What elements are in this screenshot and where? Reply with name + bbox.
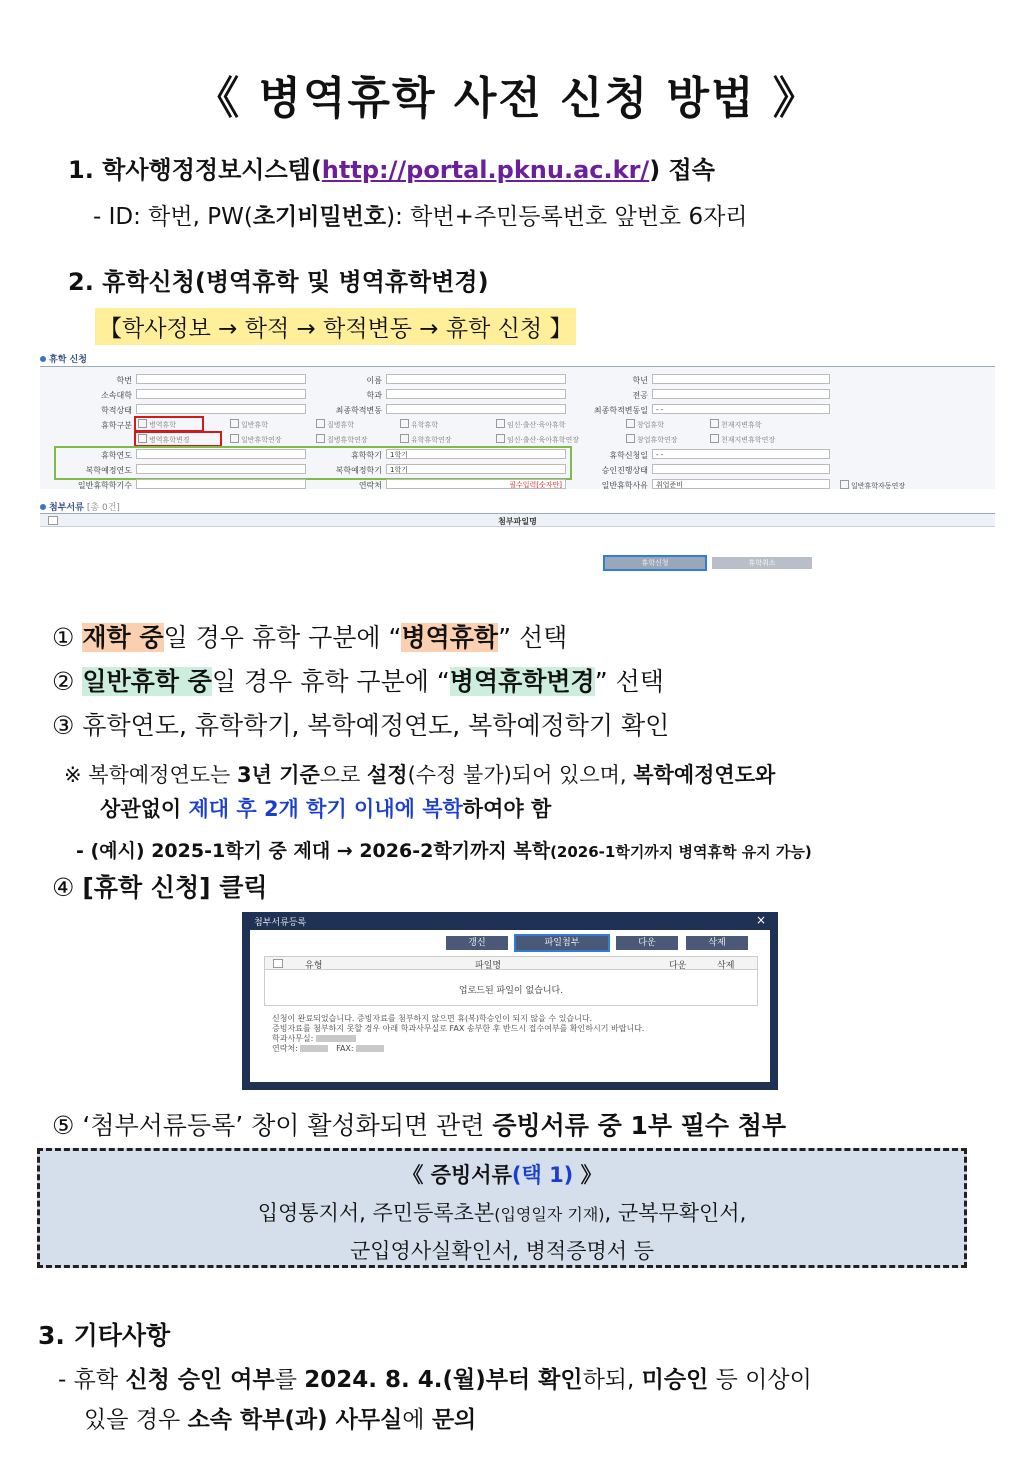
attach-section-title [40, 500, 120, 513]
check-auto-extend[interactable]: 일반휴학자동연장 [840, 480, 905, 491]
step-1-number: ① [52, 623, 75, 652]
step-1-d: ” 선택 [498, 623, 568, 652]
college-field[interactable] [136, 389, 306, 399]
s3-l1f: 미승인 [641, 1367, 709, 1393]
step-1-b: 일 경우 휴학 구분에 “ [163, 623, 402, 652]
label-leave-type: 휴학구분 [101, 421, 132, 430]
section-3-heading: 3. 기타사항 [38, 1321, 171, 1350]
check-military-leave[interactable]: 병역휴학 [138, 419, 176, 430]
highlight-year-semester [54, 446, 572, 480]
example-a: - (예시) 2025-1학기 중 제대 → 2026-2학기까지 복학 [76, 840, 551, 862]
dialog-note-2: 증빙자료를 첨부하지 못할 경우 아래 학과사무실로 FAX 송부한 후 반드시 접수여부를 확인하시기 바랍니다. [272, 1024, 645, 1033]
note-2c: 하여야 함 [462, 797, 552, 821]
label-general-reason: 일반휴학사유 [601, 481, 648, 490]
s3-l2a: 있을 경우 [84, 1407, 188, 1433]
attach-count: [총 0건] [86, 503, 120, 513]
student-id-field[interactable] [136, 374, 306, 384]
dialog-body [250, 930, 770, 1082]
docs-line-1b: (입영일자 기재) [494, 1205, 605, 1224]
step-5 [52, 1106, 786, 1142]
step-1-c: 병역휴학 [401, 623, 499, 652]
attachment-dialog [242, 912, 778, 1090]
general-count-field[interactable] [136, 479, 306, 489]
dept-field[interactable] [386, 389, 566, 399]
step-5-b: 증빙서류 중 1부 필수 첨부 [492, 1111, 787, 1140]
docs-line-2: 군입영사실확인서, 병적증명서 등 [349, 1239, 655, 1263]
check-general-leave[interactable]: 일반휴학 [230, 419, 268, 430]
note-2b: 제대 후 2개 학기 이내에 복학 [188, 797, 463, 821]
note-mark: ※ [64, 763, 82, 787]
approval-field[interactable] [652, 464, 830, 474]
dialog-fax-label: FAX: [336, 1044, 354, 1053]
dialog-file-table [264, 956, 758, 1006]
general-reason-select[interactable]: 취업준비 [652, 479, 830, 489]
label-college: 소속대학 [101, 391, 132, 400]
dialog-close-icon[interactable]: × [755, 913, 766, 927]
step-2-d: ” 선택 [594, 667, 664, 696]
check-illness-leave[interactable]: 질병휴학 [316, 419, 354, 430]
check-parental-leave[interactable]: 임신·출산·육아휴학 [496, 419, 566, 430]
dialog-empty-message: 업로드된 파일이 없습니다. [458, 986, 564, 996]
step-2-b: 일 경우 휴학 구분에 “ [211, 667, 450, 696]
check-study-abroad-leave-ext[interactable]: 유학휴학연장 [400, 434, 452, 445]
label-last-change-date: 최종학적변동일 [593, 406, 648, 415]
dialog-col-file: 파일명 [475, 961, 502, 971]
login-info-a: - ID: 학번, PW( [93, 204, 253, 230]
note-1e: (수정 불가)되어 있으며, [407, 763, 634, 787]
label-dept: 학과 [366, 391, 382, 400]
login-info-c: ): 학번+주민등록번호 앞번호 6자리 [386, 204, 748, 230]
label-general-count: 일반휴학학기수 [77, 481, 132, 490]
attach-col-filename: 첨부파일명 [498, 517, 537, 526]
s3-l1d: 2024. 8. 4.(월)부터 확인 [304, 1367, 583, 1393]
check-illness-leave-ext[interactable]: 질병휴학연장 [316, 434, 368, 445]
attach-section-label: 첨부서류 [49, 503, 84, 513]
step-3-text: 휴학연도, 휴학학기, 복학예정연도, 복학예정학기 확인 [82, 711, 670, 740]
step-1 [52, 618, 567, 654]
year-field[interactable] [652, 374, 830, 384]
apply-button[interactable]: 휴학신청 [605, 557, 705, 569]
example [76, 836, 812, 863]
check-disaster-leave[interactable]: 천재지변휴학 [710, 419, 762, 430]
docs-heading [40, 1159, 964, 1189]
check-startup-leave-ext[interactable]: 창업휴학연장 [626, 434, 678, 445]
step-3 [52, 706, 669, 742]
step-2-c: 병역휴학변경 [449, 667, 595, 696]
step-1-a: 재학 중 [82, 623, 164, 652]
label-name: 이름 [366, 376, 382, 385]
step-2-a: 일반휴학 중 [82, 667, 212, 696]
note-1a: 복학예정연도는 [88, 763, 237, 787]
menu-path: 【학사정보 → 학적 → 학적변동 → 휴학 신청 】 [95, 308, 576, 345]
label-leave-year: 휴학연도 [101, 451, 132, 460]
s3-l2b: 소속 학부(과) 사무실 [187, 1407, 403, 1433]
step-2 [52, 662, 664, 698]
step-4-text: [휴학 신청] 클릭 [82, 873, 268, 902]
label-approval: 승인진행상태 [601, 466, 648, 475]
dialog-office [272, 1034, 762, 1044]
example-b: (2026-1학기까지 병역휴학 유지 가능) [550, 843, 812, 861]
dialog-col-del: 삭제 [717, 961, 735, 971]
redacted-phone [300, 1045, 328, 1052]
dialog-note [272, 1014, 762, 1054]
dialog-title: 첨부서류등록 [254, 918, 307, 928]
label-major: 전공 [632, 391, 648, 400]
attach-file-button[interactable]: 파일첨부 [516, 936, 608, 950]
dialog-col-type: 유형 [305, 961, 323, 971]
check-parental-leave-ext[interactable]: 임신·출산·육아휴학연장 [496, 434, 579, 445]
major-field[interactable] [652, 389, 830, 399]
check-general-leave-ext[interactable]: 일반휴학연장 [230, 434, 282, 445]
leave-application-form [40, 350, 995, 572]
status-field[interactable] [136, 404, 306, 414]
label-student-id: 학번 [116, 376, 132, 385]
label-return-sem: 복학예정학기 [335, 466, 382, 475]
delete-button[interactable]: 삭제 [686, 936, 748, 950]
label-leave-sem: 휴학학기 [351, 451, 382, 460]
return-sem-select[interactable]: 1학기 [386, 464, 566, 474]
label-year: 학년 [632, 376, 648, 385]
attach-table [40, 513, 995, 554]
check-study-abroad-leave[interactable]: 유학휴학 [400, 419, 438, 430]
check-startup-leave[interactable]: 창업휴학 [626, 419, 664, 430]
highlight-military-leave [134, 416, 204, 432]
name-field[interactable] [386, 374, 566, 384]
note-1f: 복학예정연도와 [633, 763, 776, 787]
docs-heading-c: 》 [573, 1163, 602, 1187]
redacted-fax [356, 1045, 384, 1052]
dialog-office-label: 학과사무실: [272, 1034, 314, 1043]
highlight-military-leave-change [134, 431, 222, 447]
login-info-b: 초기비밀번호 [252, 204, 387, 230]
note [64, 758, 994, 826]
s3-l1c: 를 [274, 1367, 305, 1393]
section-1-heading-text: 1. 학사행정정보시스템( [68, 156, 322, 184]
label-last-change: 최종학적변동 [335, 406, 382, 415]
section-2-heading: 2. 휴학신청(병역휴학 및 병역휴학변경) [68, 268, 489, 296]
docs-line-1 [40, 1197, 964, 1227]
apply-date-field[interactable]: - - [652, 449, 830, 459]
note-1d: 설정 [367, 763, 408, 787]
s3-l2c: 에 [402, 1407, 432, 1433]
login-info [93, 198, 748, 231]
dialog-note-1: 신청이 완료되었습니다. 증빙자료를 첨부하지 않으면 휴(복)학승인이 되지 않을 수 있습니다. [272, 1014, 593, 1023]
label-contact: 연락처 [358, 481, 382, 490]
step-2-number: ② [52, 667, 75, 696]
download-button[interactable]: 다운 [616, 936, 678, 950]
s3-l2d: 문의 [431, 1407, 477, 1433]
leave-sem-select[interactable]: 1학기 [386, 449, 566, 459]
note-1b: 3년 기준 [236, 763, 320, 787]
check-disaster-leave-ext[interactable]: 천재지변휴학연장 [710, 434, 775, 445]
required-documents-box [37, 1148, 967, 1268]
page-title: 《 병역휴학 사전 신청 방법 》 [195, 73, 819, 124]
dialog-select-all[interactable] [273, 959, 283, 968]
docs-heading-a: 《 증빙서류 [402, 1163, 512, 1187]
note-2a: 상관없이 [100, 797, 189, 821]
step-4 [52, 868, 268, 904]
portal-link[interactable]: http://portal.pknu.ac.kr/ [321, 156, 650, 184]
dialog-col-down: 다운 [669, 961, 687, 971]
contact-field[interactable]: 필수입력[숫자만] [386, 479, 566, 489]
step-3-number: ③ [52, 711, 75, 740]
dialog-contact-label: 연락처: [272, 1044, 298, 1053]
check-military-leave-change[interactable]: 병역휴학변경 [138, 434, 190, 445]
cancel-leave-button[interactable]: 휴학취소 [712, 557, 812, 569]
s3-l1e: 하되, [582, 1367, 642, 1393]
s3-l1b: 신청 승인 여부 [125, 1367, 275, 1393]
s3-l1a: - 휴학 [58, 1367, 126, 1393]
s3-l1g: 등 이상이 [708, 1367, 812, 1393]
label-return-year: 복학예정연도 [85, 466, 132, 475]
docs-line-1a: 입영통지서, 주민등록초본 [257, 1201, 495, 1225]
last-change-date-field[interactable]: - - [652, 404, 830, 414]
step-4-number: ④ [52, 873, 75, 902]
last-change-field[interactable] [386, 404, 566, 414]
refresh-button[interactable]: 갱신 [446, 936, 508, 950]
docs-heading-b: (택 1) [511, 1163, 574, 1187]
redacted-office [316, 1035, 356, 1042]
section-1-heading [68, 150, 715, 185]
section-3-body [58, 1360, 988, 1440]
label-status: 학적상태 [101, 406, 132, 415]
label-apply-date: 휴학신청일 [609, 451, 648, 460]
form-grid [40, 366, 995, 489]
step-5-number: ⑤ [52, 1111, 75, 1140]
section-1-heading-tail: ) 접속 [649, 156, 715, 184]
note-1c: 으로 [319, 763, 368, 787]
docs-line-1c: , 군복무확인서, [604, 1201, 747, 1225]
step-5-a: ‘첨부서류등록’ 창이 활성화되면 관련 [82, 1111, 493, 1140]
form-section-title: 휴학 신청 [40, 352, 87, 365]
dialog-contact [272, 1044, 762, 1054]
